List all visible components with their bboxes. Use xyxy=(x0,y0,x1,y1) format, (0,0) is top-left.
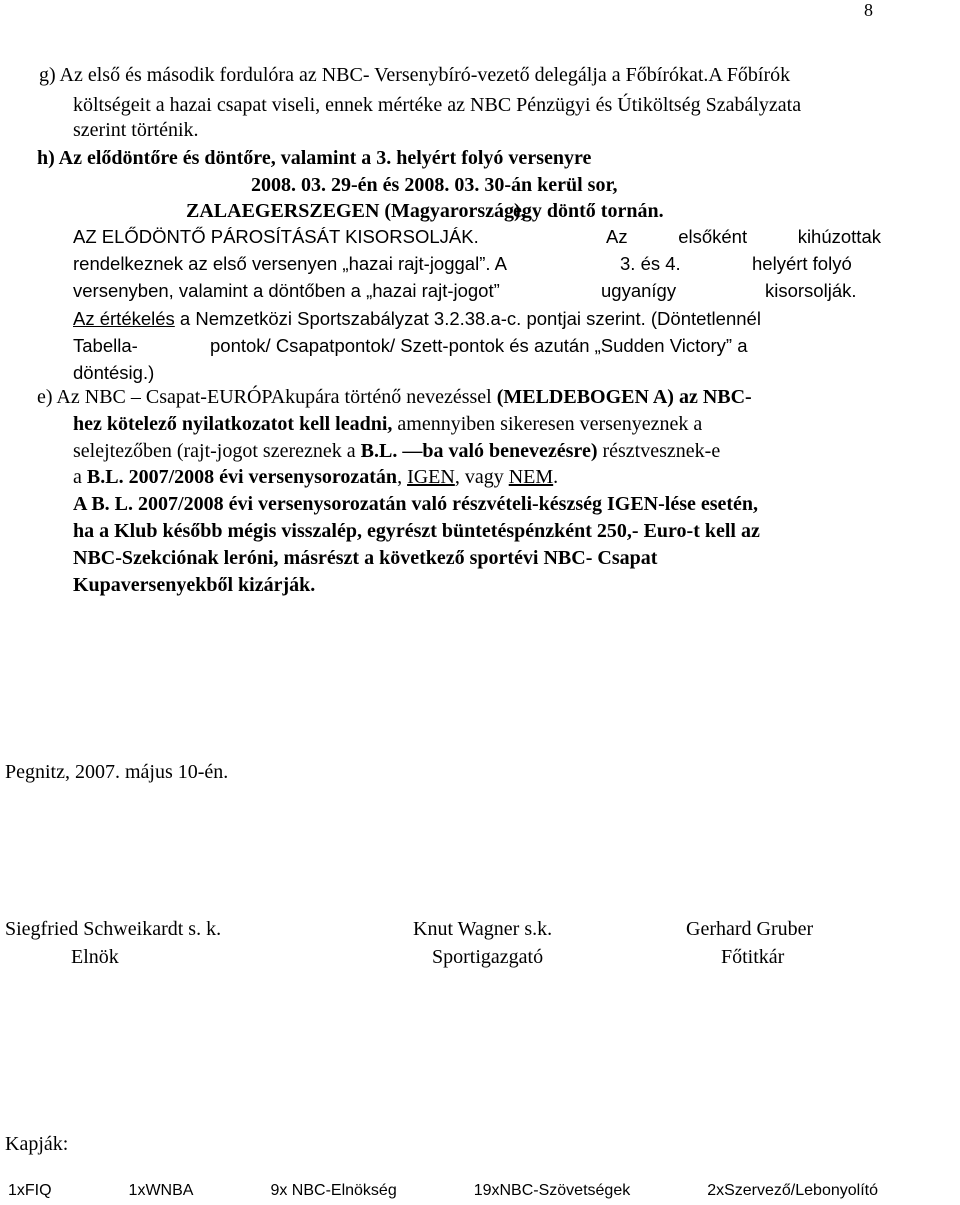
section-e-line-1 xyxy=(37,384,752,410)
section-e-line-4-c: , xyxy=(397,466,408,488)
recipient-item: 19xNBC-Szövetségek xyxy=(473,1182,631,1199)
evaluation-rest: a Nemzetközi Sportszabályzat 3.2.38.a-c. pontjai szerint. (Döntetlennél xyxy=(174,308,761,329)
recipient-item: 1xFIQ xyxy=(8,1182,52,1199)
recipients-list xyxy=(8,1182,878,1200)
section-h-line-8a: Tabella- xyxy=(73,335,138,356)
section-e-line-8: Kupaversenyekből kizárják. xyxy=(73,574,316,596)
draw-word-elsokent: elsőként xyxy=(678,226,748,247)
recipient-item: 1xWNBA xyxy=(128,1182,194,1199)
signatory-3 xyxy=(686,915,813,971)
section-e-line-3-a: selejtezőben (rajt-jogot szereznek a xyxy=(73,440,361,462)
section-h-line-5c: helyért folyó xyxy=(752,253,852,274)
section-e-line-2-rest: amennyiben sikeresen versenyeznek a xyxy=(392,413,703,435)
section-h-line-5a: rendelkeznek az első versenyen „hazai rajt-joggal”. A xyxy=(73,253,507,274)
section-h-venue: ZALAEGERSZEGEN (Magyarország), xyxy=(186,200,526,222)
recipient-item: 2xSzervező/Lebonyolító xyxy=(707,1182,878,1199)
declaration-required: hez kötelező nyilatkozatot kell leadni, xyxy=(73,413,393,435)
section-h-line-9: döntésig.) xyxy=(73,362,155,383)
section-e-line-4-e: , vagy xyxy=(454,466,509,488)
section-e-line-4 xyxy=(73,464,558,490)
section-h-line-6b: ugyanígy xyxy=(601,280,677,301)
signatory-2 xyxy=(413,915,552,971)
section-e-line-4-g: . xyxy=(553,466,559,488)
bl-abbrev: B.L. xyxy=(360,440,398,462)
section-e-line-4-a: a xyxy=(73,466,87,488)
section-h-line-7 xyxy=(73,306,761,332)
section-e-line-6: ha a Klub később mégis visszalép, egyrészt büntetéspénzként 250,- Euro-t kell az xyxy=(73,520,760,542)
section-g-line-1: g) Az első és második fordulóra az NBC- Versenybíró-vezető delegálja a Főbírókat.A Főbírók xyxy=(39,64,791,86)
draw-heading: AZ ELŐDÖNTŐ PÁROSÍTÁSÁT KISORSOLJÁK. xyxy=(73,226,479,247)
signatory-2-title: Sportigazgató xyxy=(432,946,544,968)
option-igen: IGEN xyxy=(407,466,455,488)
signatory-1 xyxy=(5,915,221,971)
section-h-draw-line xyxy=(73,224,881,250)
evaluation-underlined: Az értékelés xyxy=(73,308,175,329)
draw-word-kihuzottak: kihúzottak xyxy=(797,226,881,247)
section-h-line-6c: kisorsolják. xyxy=(765,280,857,301)
section-h-line-5b: 3. és 4. xyxy=(620,253,681,274)
signatory-1-title: Elnök xyxy=(71,946,119,968)
section-e-line-3 xyxy=(73,438,720,464)
section-e-intro: e) Az NBC – Csapat-EURÓPAkupára történő nevezéssel xyxy=(37,386,497,408)
section-e-line-3-d: résztvesznek-e xyxy=(597,440,721,462)
draw-heading-tail xyxy=(606,224,881,250)
signatory-2-name: Knut Wagner s.k. xyxy=(413,918,553,940)
signatory-3-name: Gerhard Gruber xyxy=(686,918,814,940)
section-e-line-5: A B. L. 2007/2008 évi versenysorozatán való részvételi-készség IGEN-lése esetén, xyxy=(73,493,759,515)
section-h-dates: 2008. 03. 29-én és 2008. 03. 30-án kerül sor, xyxy=(251,174,618,196)
option-nem: NEM xyxy=(508,466,554,488)
draw-word-az: Az xyxy=(606,226,628,247)
entry-phrase: —ba való benevezésre) xyxy=(397,440,598,462)
bl-series: B.L. 2007/2008 évi versenysorozatán xyxy=(86,466,398,488)
page-number: 8 xyxy=(864,0,873,20)
recipient-item: 9x NBC-Elnökség xyxy=(270,1182,397,1199)
section-h-line-6a: versenyben, valamint a döntőben a „hazai rajt-jogot” xyxy=(73,280,500,301)
meldebogen: (MELDEBOGEN A) az NBC- xyxy=(496,386,752,408)
signatory-1-name: Siegfried Schweikardt s. k. xyxy=(5,918,222,940)
recipients-label: Kapják: xyxy=(5,1133,69,1155)
section-g-line-2: költségeit a hazai csapat viseli, ennek mértéke az NBC Pénzügyi és Útiköltség Szabályzata xyxy=(73,94,802,116)
section-h-line-8b: pontok/ Csapatpontok/ Szett-pontok és azután „Sudden Victory” a xyxy=(210,335,748,356)
signatory-3-title: Főtitkár xyxy=(721,946,785,968)
section-e-line-7: NBC-Szekciónak leróni, másrészt a következő sportévi NBC- Csapat xyxy=(73,547,658,569)
section-g-line-3: szerint történik. xyxy=(73,119,199,141)
section-h-tournament: egy döntő tornán. xyxy=(513,200,664,222)
place-date: Pegnitz, 2007. május 10-én. xyxy=(5,761,229,783)
section-h-heading: h) Az elődöntőre és döntőre, valamint a 3. helyért folyó versenyre xyxy=(37,147,592,169)
section-e-line-2 xyxy=(73,411,702,437)
